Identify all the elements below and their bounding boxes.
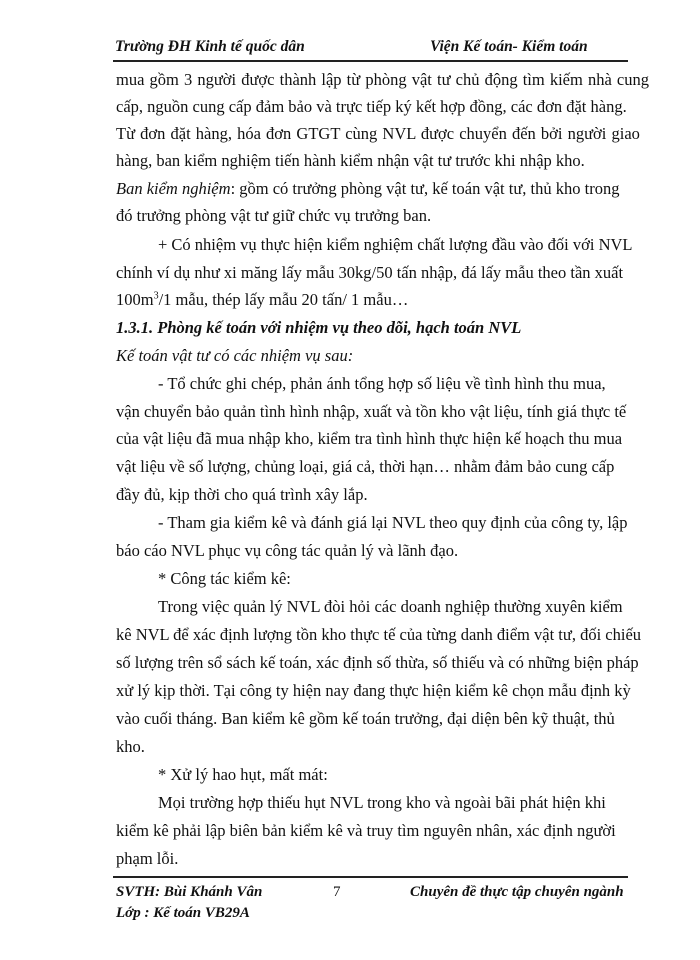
body-line: phạm lỗi. bbox=[116, 849, 179, 868]
body-line: đó trưởng phòng vật tư giữ chức vụ trưởng ban. bbox=[116, 206, 432, 225]
section-heading: 1.3.1. Phòng kế toán với nhiệm vụ theo dõi, hạch toán NVL bbox=[116, 318, 522, 337]
footer-rule bbox=[113, 876, 628, 878]
body-line: vận chuyển bảo quản tình hình nhập, xuất và tồn kho vật liệu, tính giá thực tế bbox=[116, 402, 627, 421]
footer-title: Chuyên đề thực tập chuyên ngành bbox=[410, 884, 624, 900]
body-line: mua gồm 3 người được thành lập từ phòng vật tư chủ động tìm kiếm nhà cung bbox=[116, 70, 649, 89]
body-line: * Xử lý hao hụt, mất mát: bbox=[158, 765, 328, 784]
body-line: đầy đủ, kịp thời cho quá trình xây lắp. bbox=[116, 485, 368, 504]
body-line: - Tham gia kiểm kê và đánh giá lại NVL theo quy định của công ty, lập bbox=[158, 513, 628, 532]
body-line: kiểm kê phải lập biên bản kiểm kê và truy tìm nguyên nhân, xác định người bbox=[116, 821, 616, 840]
body-line: Mọi trường hợp thiếu hụt NVL trong kho và ngoài bãi phát hiện khi bbox=[158, 793, 606, 812]
footer-student: SVTH: Bùi Khánh Vân bbox=[116, 884, 263, 900]
body-line: kho. bbox=[116, 737, 145, 756]
superscript: 3 bbox=[153, 290, 159, 302]
body-line: xử lý kịp thời. Tại công ty hiện nay đang thực hiện kiểm kê chọn mẫu định kỳ bbox=[116, 681, 631, 700]
footer-class: Lớp : Kế toán VB29A bbox=[116, 905, 250, 921]
body-line: số lượng trên sổ sách kế toán, xác định số thừa, số thiếu và có những biện pháp bbox=[116, 653, 639, 672]
body-line: vật liệu về số lượng, chủng loại, giá cả, thời hạn… nhằm đảm bảo cung cấp bbox=[116, 457, 615, 476]
subheading: Kế toán vật tư có các nhiệm vụ sau: bbox=[116, 346, 354, 365]
body-line: Từ đơn đặt hàng, hóa đơn GTGT cùng NVL được chuyển đến bởi người giao bbox=[116, 124, 640, 143]
body-line: của vật liệu đã mua nhập kho, kiểm tra tình hình thực hiện kế hoạch thu mua bbox=[116, 429, 623, 448]
body-line: kê NVL để xác định lượng tồn kho thực tế của từng danh điểm vật tư, đối chiếu bbox=[116, 625, 642, 644]
body-line bbox=[116, 286, 628, 314]
body-line: hàng, ban kiểm nghiệm tiến hành kiểm nhận vật tư trước khi nhập kho. bbox=[116, 151, 585, 170]
header-school: Trường ĐH Kinh tế quốc dân bbox=[115, 38, 305, 55]
body-line: chính ví dụ như xi măng lấy mẫu 30kg/50 tấn nhập, đá lấy mẫu theo tần xuất bbox=[116, 263, 624, 282]
body-line: Trong việc quản lý NVL đòi hỏi các doanh nghiệp thường xuyên kiểm bbox=[158, 597, 623, 616]
body-line: * Công tác kiểm kê: bbox=[158, 569, 291, 588]
body-text: : gồm có trưởng phòng vật tư, kế toán vật tư, thủ kho trong bbox=[230, 179, 620, 198]
body-line: vào cuối tháng. Ban kiểm kê gồm kế toán trưởng, đại diện bên kỹ thuật, thủ bbox=[116, 709, 615, 728]
page-number: 7 bbox=[333, 884, 341, 900]
body-line: + Có nhiệm vụ thực hiện kiểm nghiệm chất lượng đầu vào đối với NVL bbox=[158, 235, 633, 254]
body-line: cấp, nguồn cung cấp đảm bảo và trực tiếp ký kết hợp đồng, các đơn đặt hàng. bbox=[116, 97, 627, 116]
body-line bbox=[116, 175, 628, 203]
body-text: 100m bbox=[116, 290, 154, 309]
term-ban-kiem-nghiem: Ban kiểm nghiệm bbox=[116, 179, 231, 198]
body-text: /1 mẫu, thép lấy mẫu 20 tấn/ 1 mẫu… bbox=[158, 290, 409, 309]
body-line: - Tổ chức ghi chép, phản ánh tổng hợp số liệu về tình hình thu mua, bbox=[158, 374, 606, 393]
body-line: báo cáo NVL phục vụ công tác quản lý và lãnh đạo. bbox=[116, 541, 459, 560]
header-rule bbox=[113, 60, 628, 62]
header-institute: Viện Kế toán- Kiểm toán bbox=[430, 38, 588, 55]
